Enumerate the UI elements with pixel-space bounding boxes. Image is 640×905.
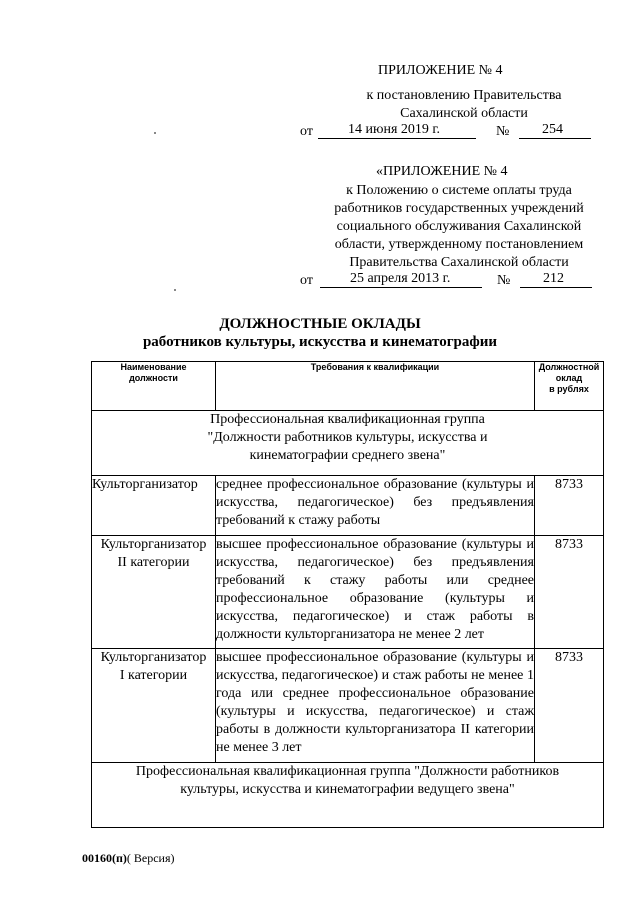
appendix-number-label: № (496, 124, 510, 139)
nested-appendix-from-label: от (300, 273, 313, 288)
header-position-line1: Наименование (120, 362, 187, 372)
appendix-number: 254 (542, 122, 563, 137)
footer-code (82, 851, 175, 865)
table-row (92, 649, 604, 763)
document-title: ДОЛЖНОСТНЫЕ ОКЛАДЫ (219, 316, 421, 332)
group1-line2: "Должности работников культуры, искусства и (207, 430, 488, 445)
position-cell (92, 536, 216, 649)
salary-cell: 8733 (535, 536, 604, 649)
group2-line1: Профессиональная квалификационная группа "Должности работников (135, 764, 560, 779)
nested-appendix-line3: социального обслуживания Сахалинской (336, 219, 582, 234)
appendix-title: ПРИЛОЖЕНИЕ № 4 (378, 63, 503, 78)
position-cell (92, 649, 216, 763)
table-header-row (92, 362, 604, 411)
salary-table (91, 361, 604, 828)
document-subtitle: работников культуры, искусства и кинематографии (142, 334, 498, 350)
appendix-line1: к постановлению Правительства (366, 88, 562, 103)
footer-version: ( Версия) (126, 851, 175, 865)
position-name: Культорганизатор (100, 537, 207, 552)
position-cell (92, 476, 216, 536)
position-category: II категории (117, 555, 190, 570)
salary-cell: 8733 (535, 476, 604, 536)
requirements-cell: среднее профессиональное образование (культуры и искусства, педагогическое) без предъявления требований к стажу работы (216, 476, 535, 536)
nested-appendix-line1: к Положению о системе оплаты труда (346, 183, 572, 198)
nested-appendix-number: 212 (543, 271, 564, 286)
appendix-from-label: от (300, 124, 313, 139)
position-name: Культорганизатор (100, 650, 207, 665)
header-position (92, 362, 216, 411)
requirements-cell: высшее профессиональное образование (культуры и искусства, педагогическое) и стаж работы не менее 1 года или среднее профессиональное образование (культуры и искусства, педагогическое) и стаж работы в должности культорганизатора II категории не менее 3 лет (216, 649, 535, 763)
qualification-group-1 (92, 411, 604, 476)
appendix-date: 14 июня 2019 г. (348, 122, 441, 137)
group-row (92, 763, 604, 828)
header-requirements (216, 362, 535, 411)
nested-appendix-line2: работников государственных учреждений (334, 201, 584, 216)
group1-line1: Профессиональная квалификационная группа (210, 412, 485, 427)
group-row (92, 411, 604, 476)
qualification-group-2 (92, 763, 604, 828)
nested-appendix-line5: Правительства Сахалинской области (349, 255, 569, 270)
footer-doc-code: 00160(п) (82, 851, 127, 865)
header-salary-line3: в рублях (549, 384, 589, 394)
header-salary-line2: оклад (555, 373, 583, 383)
table-row (92, 476, 604, 536)
header-salary-line1: Должностной (538, 362, 600, 372)
nested-appendix-date: 25 апреля 2013 г. (350, 271, 451, 286)
scan-speck (174, 289, 176, 291)
group2-line2: культуры, искусства и кинематографии ведущего звена" (180, 782, 515, 797)
nested-appendix-number-label: № (497, 273, 511, 288)
salary-cell: 8733 (535, 649, 604, 763)
nested-appendix-title: «ПРИЛОЖЕНИЕ № 4 (376, 164, 508, 179)
table-row (92, 536, 604, 649)
scan-speck (154, 132, 156, 134)
appendix-line2: Сахалинской области (400, 106, 528, 121)
requirements-cell: высшее профессиональное образование (культуры и искусства, педагогическое) без предъявления требований к стажу работы или среднее профессиональное образование (культуры и искусства, педагогическое) и стаж работы в должности культорганизатора не менее 2 лет (216, 536, 535, 649)
group1-line3: кинематографии среднего звена" (249, 448, 446, 463)
header-salary (535, 362, 604, 411)
nested-appendix-line4: области, утвержденному постановлением (334, 237, 584, 252)
header-position-line2: должности (129, 373, 178, 383)
position-category: I категории (119, 668, 188, 683)
header-requirements-text: Требования к квалификации (310, 362, 440, 372)
position-name: Культорганизатор (92, 477, 198, 492)
